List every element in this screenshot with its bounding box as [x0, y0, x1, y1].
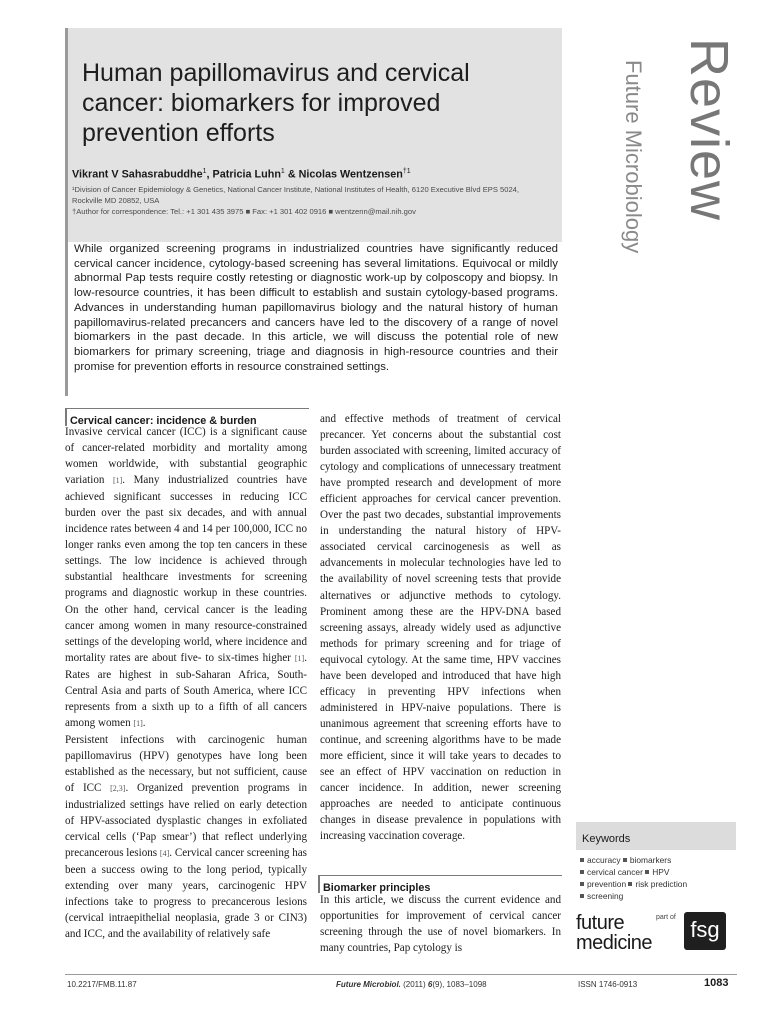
author-2-sup: 1 [280, 168, 285, 175]
author-1-sup: 1 [202, 168, 207, 175]
author-sep-1: , [206, 168, 213, 181]
paragraph-2 [65, 732, 307, 943]
p1-text-b: . Many industrialized countries have achieved significant successes in reducing ICC burden over the past six decades, and with annual incidence rates between 4 and 14 per 100,000, ICC no longer ranks even among the top ten cancers in these settings. The low incidence is achieved through substantial healthcare investments for screening programs and diagnostic workup in these countries. On the other hand, cervical cancer is the leading cancer among women in many resource-constrained settings of the developing world, where incidence and mortality rates are about five- to six-times higher [65, 474, 307, 664]
section-heading-biomarker [318, 875, 562, 893]
keywords-list [580, 854, 740, 902]
keyword-row [580, 866, 740, 878]
ref-link[interactable]: [4] [159, 849, 170, 859]
bullet-square-icon [623, 858, 627, 862]
journal-vertical [616, 60, 650, 320]
affiliation-block [72, 184, 550, 217]
section-heading-biomarker-text: Biomarker principles [323, 882, 431, 894]
header-accent-bar [65, 28, 68, 396]
footer-journal-name: Future Microbiol. [336, 980, 401, 989]
fsg-logo-icon: fsg [684, 912, 726, 950]
keyword-row [580, 878, 740, 890]
keyword[interactable]: HPV [652, 867, 670, 877]
ref-link[interactable]: [1] [112, 476, 123, 486]
author-sep-2: & [284, 168, 299, 181]
p1-text-c: . Rates are highest in sub-Saharan Africa, South-Central Asia and parts of South America, where ICC represents from a sixth up to a fifth of all cancers among women [65, 651, 307, 729]
p2-text-b: . Organized prevention programs in industrialized settings have relied on early detection of HPV-associated dysplastic changes in exfoliated cervical cells (‘Pap smear’) that reflect underlying precancerous lesions [65, 782, 308, 860]
column-2-continued [320, 892, 561, 956]
bullet-square-icon [580, 870, 584, 874]
keyword-row [580, 854, 740, 866]
paragraph-1 [65, 424, 307, 732]
paragraph-4: In this article, we discuss the current evidence and opportunities for improvement of cervical cancer screening through the use of novel biomarkers. In many countries, Pap cytology is [320, 894, 561, 955]
ref-link[interactable]: [1] [133, 718, 143, 728]
bullet-square-icon [580, 858, 584, 862]
footer-citation [336, 980, 487, 989]
ref-link[interactable]: [2,3] [110, 784, 126, 794]
page-number: 1083 [704, 977, 729, 989]
author-1[interactable]: Vikrant V Sahasrabuddhe [72, 168, 203, 181]
keyword[interactable]: risk prediction [635, 879, 688, 889]
footer-divider [65, 974, 737, 975]
author-3[interactable]: Nicolas Wentzensen [298, 168, 403, 181]
p2-text-c: . Cervical cancer screening has been a success owing to the long period, typically extending over many years, carcinogenic HPV infections take to progress to precancerous lesions (cervical intraepithelial neoplasia, grade 3 or CIN3) and ICC, and the availability of relatively safe [65, 847, 307, 941]
future-medicine-logo[interactable] [576, 908, 736, 958]
keyword[interactable]: biomarkers [629, 855, 672, 865]
paragraph-3: and effective methods of treatment of cervical precancer. Yet concerns about the substantial cost burden associated with screening, limited accuracy of cytology and complications of unnecessary treatment have prompted research and development of more efficient approaches for cervical cancer prevention. Over the past two decades, substantial improvements in understanding the natural history of HPV-associated cervical carcinogenesis as well as advancements in molecular technologies have led to the availability of novel screening tests that provide alternatives or adjunctive methods to cytology. Prominent among these are the HPV-DNA based screening assays, already widely used as adjunctive methods for primary screening and for triage of equivocal cytology. At the same time, HPV vaccines have been developed and introduced that have high efficacy in preventing HPV infections when administered in HPV-naive populations. There is unanimous agreement that screening efforts have to continue, and screening algorithms have to be made more efficient, since it will take years to decades to see an effect of HPV vaccination on reduction in cancer incidence. In addition, newer screening approaches are needed to anticipate continuous changes in disease prevalence in populations with increasing vaccination coverage. [320, 413, 561, 843]
footer-doi[interactable]: 10.2217/FMB.11.87 [67, 980, 137, 989]
bullet-square-icon [645, 870, 649, 874]
keyword[interactable]: accuracy [587, 855, 621, 865]
p1-text-a: Invasive cervical cancer (ICC) is a significant cause of cancer-related morbidity and mortality among women worldwide, with substantial geographic variation [65, 426, 307, 487]
correspondence: †Author for correspondence: Tel.: +1 301 435 3975 ■ Fax: +1 301 402 0916 ■ wentzenn@mail.nih.gov [72, 207, 416, 216]
keyword[interactable]: screening [587, 891, 624, 901]
keywords-title: Keywords [582, 833, 631, 845]
column-2 [320, 411, 561, 844]
footer-issue-pages: (9), 1083–1098 [432, 980, 487, 989]
affiliation-1: ¹Division of Cancer Epidemiology & Genetics, National Cancer Institute, National Institutes of Health, 6120 Executive Blvd EPS 5024, Rockville MD 20852, USA [72, 185, 519, 205]
keyword[interactable]: cervical cancer [587, 867, 643, 877]
bullet-square-icon [628, 882, 632, 886]
author-2[interactable]: Patricia Luhn [212, 168, 281, 181]
ref-link[interactable]: [1] [294, 653, 305, 663]
author-3-sup: †1 [402, 168, 411, 175]
bullet-square-icon [580, 882, 584, 886]
footer-year: (2011) [400, 980, 428, 989]
review-label-text: Review [679, 38, 739, 222]
p2-text-a: Persistent infections with carcinogenic human papillomavirus (HPV) genotypes have long been established as the necessary, but not sufficient, cause of ICC [65, 733, 307, 795]
keyword[interactable]: prevention [587, 879, 627, 889]
keywords-box [576, 822, 736, 850]
footer-issn: ISSN 1746-0913 [578, 980, 638, 989]
journal-vertical-text: Future Microbiology [621, 60, 646, 254]
p1-text-d: . [142, 716, 146, 729]
footer-volume: 6 [427, 980, 433, 989]
logo-future-text: future [576, 912, 625, 934]
review-label [660, 38, 740, 328]
logo-part-of-text: part of [656, 914, 676, 921]
section-heading-incidence-text: Cervical cancer: incidence & burden [70, 415, 257, 427]
keyword-row [580, 890, 740, 902]
logo-medicine-text: medicine [576, 932, 653, 954]
article-title: Human papillomavirus and cervical cancer: biomarkers for improved prevention efforts [82, 59, 470, 147]
column-1 [65, 424, 307, 943]
author-list [72, 168, 560, 181]
abstract: While organized screening programs in industrialized countries have significantly reduced cervical cancer incidence, cytology-based screening has several limitations. Equivocal or mildly abnormal Pap tests require costly retesting or diagnostic work-up by colposcopy and biopsy. In low-resource countries, it has been difficult to establish and sustain cytology-based programs. Advances in understanding human papillomavirus biology and the natural history of human papillomavirus-related precancers and cancers have led to the discovery of a range of novel biomarkers in the past decade. In this article, we will discuss the potential role of new biomarkers for primary screening, triage and diagnosis in high-resource countries and their promise for prevention efforts in resource constrained settings. [74, 243, 558, 373]
bullet-square-icon [580, 894, 584, 898]
